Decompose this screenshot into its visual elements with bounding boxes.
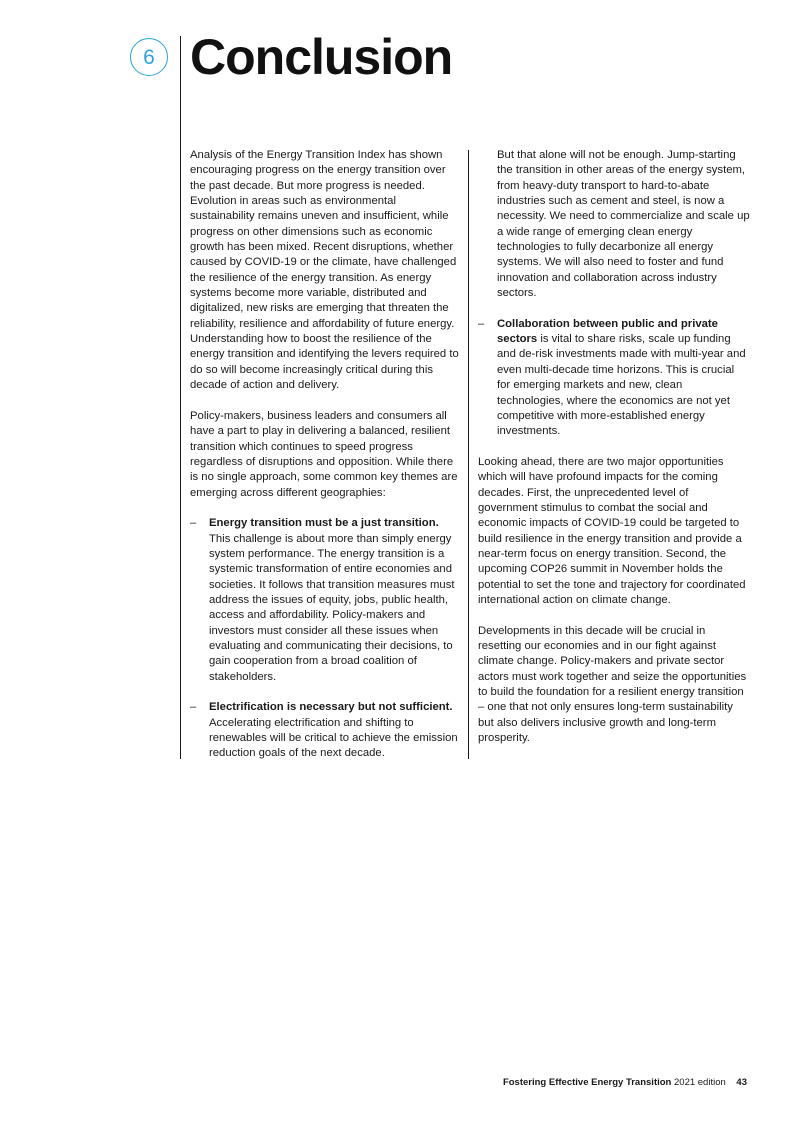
- intro-paragraph: Analysis of the Energy Transition Index has shown encouraging progress on the energy transition over the past decade. But more progress is needed. Evolution in areas such as environmental sustainability remains uneven and insufficient, while progress on other dimensions such as economic growth has been mixed. Recent disruptions, whether caused by COVID-19 or the climate, have challenged the resilience of the energy transition. As energy systems become more variable, distributed and digitalized, new risks are emerging that threaten the reliability, resilience and affordability of future energy. Understanding how to boost the resilience of the energy transition and identifying the levers required to do so will become increasingly critical during this decade of action and delivery.: [190, 149, 459, 392]
- bullet-electrification: [190, 700, 462, 761]
- bullet-text: This challenge is about more than simply energy system performance. The energy transition is a systemic transformation of entire economies and societies. It follows that transition measures must address the issues of equity, jobs, public health, access and affordability. Policy-makers and investors must consider all these issues when evaluating and communicating their decisions, to gain cooperation from a broad coalition of stakeholders.: [209, 532, 455, 683]
- bullet-collaboration: [478, 317, 750, 440]
- page-title: Conclusion: [190, 29, 453, 85]
- bullet-dash: –: [190, 701, 197, 714]
- bullet-dash: –: [478, 317, 485, 330]
- bullet-lead: Collaboration between public and private sectors: [497, 317, 718, 346]
- column-divider: [468, 150, 469, 759]
- bullet-lead: Electrification is necessary but not sufficient.: [209, 701, 453, 714]
- title-vertical-rule: [180, 36, 181, 759]
- bullet-text: is vital to share risks, scale up funding and de-risk investments made with multi-year and even multi-decade time horizons. This is crucial for emerging markets and new, clean technologies, where the economics are not yet competitive with more-established energy investments.: [497, 333, 746, 438]
- closing-paragraph: Developments in this decade will be crucial in resetting our economies and in our fight against climate change. Policy-makers and private sector actors must work together and seize the opportunities to build the foundation for a resilient energy transition – one that not only ensures long-term sustainability but also delivers inclusive growth and long-term prosperity.: [478, 624, 747, 745]
- page-footer: [503, 1077, 747, 1088]
- themes-paragraph: Policy-makers, business leaders and consumers all have a part to play in delivering a balanced, resilient transition which continues to speed progress regardless of disruptions and opposition. While there is no single approach, some common key themes are emerging across different geographies:: [190, 409, 458, 499]
- bullet-text: But that alone will not be enough. Jump-starting the transition in other areas of the energy system, from heavy-duty transport to hard-to-abate industries such as cement and steel, is now a necessity. We need to commercialize and scale up a wide range of emerging clean energy technologies to fully decarbonize all energy systems. We will also need to foster and fund innovation and collaboration across industry sectors.: [497, 149, 750, 300]
- section-number-badge: [130, 38, 168, 76]
- opportunities-paragraph: Looking ahead, there are two major opportunities which will have profound impacts for the coming decades. First, the unprecedented level of government stimulus to combat the social and economic impacts of COVID-19 could be targeted to build resilience in the energy transition and provide a near-term focus on energy transition. Second, the upcoming COP26 summit in November holds the potential to set the tone and trajectory for coordinated international action on climate change.: [478, 455, 746, 606]
- right-column: [478, 148, 750, 762]
- bullet-text: Accelerating electrification and shifting to renewables will be critical to achieve the emission reduction goals of the next decade.: [209, 716, 458, 760]
- bullet-just-transition: [190, 516, 462, 685]
- footer-edition: 2021 edition: [674, 1077, 726, 1088]
- bullet-lead: Energy transition must be a just transition.: [209, 517, 439, 530]
- section-number: 6: [143, 45, 155, 69]
- bullet-electrification-continued: [478, 148, 750, 301]
- footer-page-number: 43: [736, 1077, 747, 1088]
- left-column: [190, 148, 462, 777]
- bullet-dash: –: [190, 517, 197, 530]
- footer-publication-title: Fostering Effective Energy Transition: [502, 1077, 672, 1088]
